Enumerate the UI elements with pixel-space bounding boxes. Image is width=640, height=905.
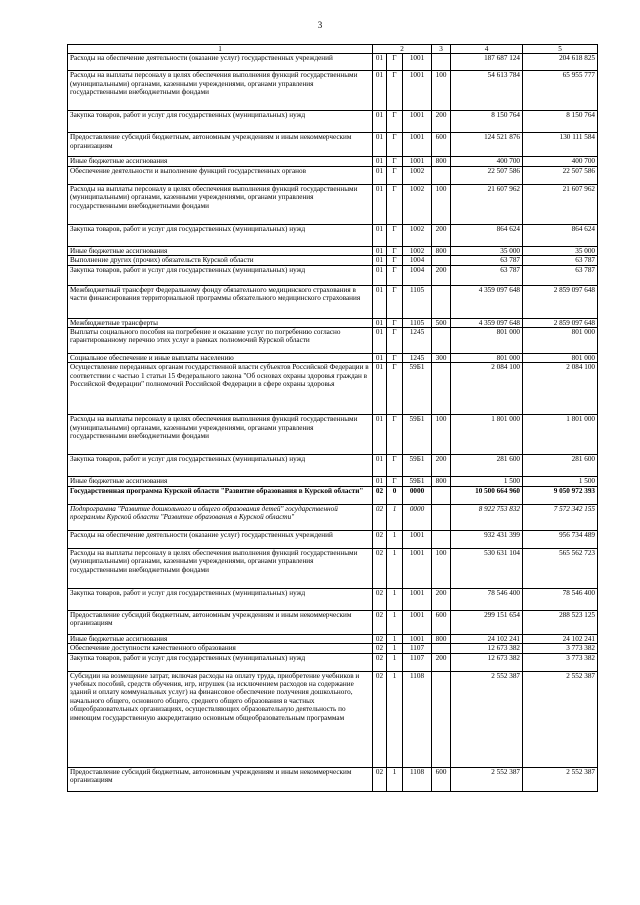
- row-code-expense-type: [432, 530, 451, 548]
- table-row: [68, 363, 598, 415]
- row-name: Расходы на выплаты персоналу в целях обеспечения выполнения функций государственными (муниципальными) органами, казенными учреждениями, органами управления государственными внебюджетными фондами: [68, 415, 373, 455]
- row-code-program: 02: [373, 634, 387, 643]
- row-code-program: 02: [373, 588, 387, 610]
- row-amount-year-1: 21 607 962: [451, 184, 523, 224]
- row-name: Межбюджетные трансферты: [68, 318, 373, 327]
- row-code-direction: 1107: [403, 644, 432, 653]
- row-amount-year-2: 281 600: [523, 455, 598, 477]
- row-code-direction: 1001: [403, 133, 432, 157]
- row-name: Закупка товаров, работ и услуг для государственных (муниципальных) нужд: [68, 653, 373, 671]
- row-code-direction: 1108: [403, 767, 432, 791]
- row-code-expense-type: 600: [432, 610, 451, 634]
- row-amount-year-2: 24 102 241: [523, 634, 598, 643]
- row-name: Выплаты социального пособия на погребение и оказание услуг по погребению согласно гарантированному перечню этих услуг в рамках полномочий Курской области: [68, 328, 373, 354]
- row-code-expense-type: 200: [432, 588, 451, 610]
- table-row: [68, 166, 598, 184]
- row-code-subprogram: 1: [387, 653, 403, 671]
- row-code-subprogram: Г: [387, 415, 403, 455]
- row-amount-year-1: 12 673 382: [451, 653, 523, 671]
- row-name: Расходы на выплаты персоналу в целях обеспечения выполнения функций государственными (муниципальными) органами, казенными учреждениями, органами управления государственными внебюджетными фондами: [68, 71, 373, 111]
- row-code-direction: 1105: [403, 285, 432, 318]
- row-code-subprogram: Г: [387, 111, 403, 133]
- row-amount-year-2: 63 787: [523, 265, 598, 285]
- row-name: Расходы на обеспечение деятельности (оказание услуг) государственных учреждений: [68, 54, 373, 71]
- table-row: [68, 246, 598, 255]
- row-name: Предоставление субсидий бюджетным, автономным учреждениям и иным некоммерческим организациям: [68, 133, 373, 157]
- row-amount-year-1: 63 787: [451, 265, 523, 285]
- table-row: [68, 653, 598, 671]
- row-name: Подпрограмма "Развитие дошкольного и общего образования детей" государственной программы Курской области "Развитие образования в Курской области": [68, 504, 373, 530]
- row-name: Расходы на обеспечение деятельности (оказание услуг) государственных учреждений: [68, 530, 373, 548]
- table-row: [68, 671, 598, 767]
- row-code-expense-type: 100: [432, 548, 451, 588]
- row-name: Закупка товаров, работ и услуг для государственных (муниципальных) нужд: [68, 455, 373, 477]
- table-row: [68, 504, 598, 530]
- table-row: [68, 548, 598, 588]
- row-name: Межбюджетный трансферт Федеральному фонду обязательного медицинского страхования в части финансирования территориальной программы обязательного медицинского страхования: [68, 285, 373, 318]
- row-amount-year-1: 4 359 097 648: [451, 285, 523, 318]
- page-number: 3: [317, 20, 323, 30]
- row-amount-year-2: 130 111 584: [523, 133, 598, 157]
- row-amount-year-2: 2 859 097 648: [523, 285, 598, 318]
- row-code-subprogram: Г: [387, 184, 403, 224]
- header-col-5: 5: [523, 45, 598, 54]
- row-amount-year-2: 400 700: [523, 157, 598, 166]
- table-row: [68, 610, 598, 634]
- row-code-expense-type: [432, 285, 451, 318]
- row-name: Социальное обеспечение и иные выплаты населению: [68, 354, 373, 363]
- row-code-subprogram: Г: [387, 455, 403, 477]
- row-code-subprogram: Г: [387, 328, 403, 354]
- row-amount-year-1: 8 922 753 832: [451, 504, 523, 530]
- row-amount-year-1: 8 150 764: [451, 111, 523, 133]
- row-amount-year-1: 12 673 382: [451, 644, 523, 653]
- row-amount-year-1: 299 151 654: [451, 610, 523, 634]
- table-row: [68, 265, 598, 285]
- row-amount-year-1: 24 102 241: [451, 634, 523, 643]
- row-code-program: 02: [373, 671, 387, 767]
- row-amount-year-2: 7 572 342 155: [523, 504, 598, 530]
- row-code-expense-type: 800: [432, 634, 451, 643]
- row-code-subprogram: Г: [387, 265, 403, 285]
- header-col-3: 3: [432, 45, 451, 54]
- row-amount-year-2: 2 552 387: [523, 767, 598, 791]
- row-name: Закупка товаров, работ и услуг для государственных (муниципальных) нужд: [68, 265, 373, 285]
- row-code-program: 01: [373, 354, 387, 363]
- row-amount-year-2: 801 000: [523, 328, 598, 354]
- row-code-direction: 1001: [403, 157, 432, 166]
- row-amount-year-2: 78 546 400: [523, 588, 598, 610]
- row-code-direction: 1002: [403, 246, 432, 255]
- row-amount-year-1: 864 624: [451, 224, 523, 246]
- row-code-subprogram: Г: [387, 224, 403, 246]
- row-code-program: 02: [373, 530, 387, 548]
- row-code-direction: 1001: [403, 111, 432, 133]
- row-amount-year-2: 2 084 100: [523, 363, 598, 415]
- table-row: [68, 477, 598, 486]
- row-code-subprogram: Г: [387, 285, 403, 318]
- row-amount-year-2: 204 618 825: [523, 54, 598, 71]
- row-code-expense-type: 300: [432, 354, 451, 363]
- row-code-direction: 59Б1: [403, 415, 432, 455]
- row-amount-year-1: 801 000: [451, 328, 523, 354]
- row-code-expense-type: 100: [432, 415, 451, 455]
- row-amount-year-1: 22 507 586: [451, 166, 523, 184]
- row-amount-year-1: 78 546 400: [451, 588, 523, 610]
- row-amount-year-2: 21 607 962: [523, 184, 598, 224]
- row-name: Закупка товаров, работ и услуг для государственных (муниципальных) нужд: [68, 224, 373, 246]
- row-code-program: 01: [373, 363, 387, 415]
- table-row: [68, 285, 598, 318]
- row-amount-year-1: 1 801 000: [451, 415, 523, 455]
- row-amount-year-1: 187 687 124: [451, 54, 523, 71]
- header-col-1: 1: [68, 45, 373, 54]
- table-row: [68, 486, 598, 504]
- row-amount-year-2: 22 507 586: [523, 166, 598, 184]
- row-name: Предоставление субсидий бюджетным, автономным учреждениям и иным некоммерческим организациям: [68, 767, 373, 791]
- row-code-program: 01: [373, 455, 387, 477]
- row-code-expense-type: 800: [432, 477, 451, 486]
- table-row: [68, 184, 598, 224]
- row-code-subprogram: Г: [387, 354, 403, 363]
- row-code-direction: 1108: [403, 671, 432, 767]
- row-code-expense-type: 200: [432, 265, 451, 285]
- row-code-program: 01: [373, 415, 387, 455]
- row-code-expense-type: [432, 363, 451, 415]
- row-code-program: 01: [373, 71, 387, 111]
- row-amount-year-1: 10 500 664 960: [451, 486, 523, 504]
- row-code-direction: 1001: [403, 588, 432, 610]
- row-amount-year-1: 2 552 387: [451, 671, 523, 767]
- row-amount-year-2: 801 000: [523, 354, 598, 363]
- row-amount-year-1: 2 552 387: [451, 767, 523, 791]
- row-code-direction: 0000: [403, 486, 432, 504]
- row-code-expense-type: [432, 486, 451, 504]
- row-code-direction: 1001: [403, 634, 432, 643]
- row-code-subprogram: 1: [387, 588, 403, 610]
- row-code-program: 01: [373, 166, 387, 184]
- row-code-expense-type: [432, 644, 451, 653]
- row-code-program: 01: [373, 256, 387, 265]
- row-code-subprogram: Г: [387, 157, 403, 166]
- row-code-direction: 1002: [403, 224, 432, 246]
- table-row: [68, 588, 598, 610]
- row-code-direction: 1001: [403, 71, 432, 111]
- row-code-program: 02: [373, 653, 387, 671]
- row-code-subprogram: Г: [387, 256, 403, 265]
- row-name: Выполнение других (прочих) обязательств Курской области: [68, 256, 373, 265]
- header-col-2: 2: [373, 45, 432, 54]
- table-row: [68, 644, 598, 653]
- row-name: Расходы на выплаты персоналу в целях обеспечения выполнения функций государственными (муниципальными) органами, казенными учреждениями, органами управления государственными внебюджетными фондами: [68, 548, 373, 588]
- table-row: [68, 530, 598, 548]
- row-amount-year-1: 1 500: [451, 477, 523, 486]
- row-code-direction: 59Б1: [403, 363, 432, 415]
- row-code-expense-type: 200: [432, 111, 451, 133]
- row-code-program: 02: [373, 644, 387, 653]
- row-code-program: 02: [373, 504, 387, 530]
- row-code-program: 01: [373, 477, 387, 486]
- row-code-direction: 0000: [403, 504, 432, 530]
- row-name: Закупка товаров, работ и услуг для государственных (муниципальных) нужд: [68, 588, 373, 610]
- row-amount-year-1: 281 600: [451, 455, 523, 477]
- row-code-expense-type: [432, 256, 451, 265]
- row-code-direction: 1001: [403, 548, 432, 588]
- row-code-direction: 1004: [403, 265, 432, 285]
- row-code-program: 01: [373, 54, 387, 71]
- row-amount-year-2: 65 955 777: [523, 71, 598, 111]
- row-amount-year-1: 4 359 097 648: [451, 318, 523, 327]
- row-amount-year-2: 2 552 387: [523, 671, 598, 767]
- row-code-expense-type: [432, 54, 451, 71]
- row-amount-year-2: 3 773 382: [523, 653, 598, 671]
- table-row: [68, 318, 598, 327]
- row-amount-year-2: 3 773 382: [523, 644, 598, 653]
- row-name: Иные бюджетные ассигнования: [68, 477, 373, 486]
- row-code-direction: 1002: [403, 184, 432, 224]
- row-code-direction: 1107: [403, 653, 432, 671]
- row-code-subprogram: 1: [387, 610, 403, 634]
- table-row: [68, 634, 598, 643]
- row-code-expense-type: 200: [432, 224, 451, 246]
- row-amount-year-1: 124 521 876: [451, 133, 523, 157]
- row-code-expense-type: [432, 671, 451, 767]
- row-code-program: 01: [373, 246, 387, 255]
- row-code-program: 02: [373, 486, 387, 504]
- row-name: Осуществление переданных органам государственной власти субъектов Российской Федерации в соответствии с частью 1 статьи 15 Федерального закона "Об основах охраны здоровья граждан в Российской Федерации" полномочий Российской Федерации в сфере охраны здоровья: [68, 363, 373, 415]
- row-code-subprogram: Г: [387, 246, 403, 255]
- row-code-program: 02: [373, 548, 387, 588]
- row-amount-year-1: 801 000: [451, 354, 523, 363]
- budget-table: [67, 44, 598, 792]
- table-row: [68, 328, 598, 354]
- table-row: [68, 455, 598, 477]
- row-code-program: 01: [373, 224, 387, 246]
- row-code-program: 01: [373, 328, 387, 354]
- row-amount-year-1: 400 700: [451, 157, 523, 166]
- row-code-direction: 1004: [403, 256, 432, 265]
- table-row: [68, 133, 598, 157]
- row-code-direction: 1245: [403, 354, 432, 363]
- row-code-direction: 1105: [403, 318, 432, 327]
- row-code-subprogram: Г: [387, 477, 403, 486]
- row-code-program: 01: [373, 133, 387, 157]
- row-name: Обеспечение деятельности и выполнение функций государственных органов: [68, 166, 373, 184]
- table-row: [68, 224, 598, 246]
- table-row: [68, 54, 598, 71]
- row-name: Государственная программа Курской области "Развитие образования в Курской области": [68, 486, 373, 504]
- row-code-expense-type: 200: [432, 455, 451, 477]
- row-code-subprogram: 0: [387, 486, 403, 504]
- row-name: Обеспечение доступности качественного образования: [68, 644, 373, 653]
- row-code-program: 01: [373, 184, 387, 224]
- header-col-4: 4: [451, 45, 523, 54]
- row-amount-year-1: 63 787: [451, 256, 523, 265]
- row-code-expense-type: 600: [432, 133, 451, 157]
- row-code-direction: 1245: [403, 328, 432, 354]
- row-amount-year-2: 1 801 000: [523, 415, 598, 455]
- row-code-subprogram: Г: [387, 363, 403, 415]
- row-code-expense-type: 600: [432, 767, 451, 791]
- row-name: Иные бюджетные ассигнования: [68, 157, 373, 166]
- table-row: [68, 415, 598, 455]
- row-code-subprogram: Г: [387, 133, 403, 157]
- row-code-subprogram: 1: [387, 504, 403, 530]
- table-row: [68, 767, 598, 791]
- table-row: [68, 157, 598, 166]
- row-name: Закупка товаров, работ и услуг для государственных (муниципальных) нужд: [68, 111, 373, 133]
- row-name: Иные бюджетные ассигнования: [68, 634, 373, 643]
- row-code-program: 02: [373, 610, 387, 634]
- table-row: [68, 71, 598, 111]
- row-code-subprogram: Г: [387, 71, 403, 111]
- row-code-expense-type: 800: [432, 157, 451, 166]
- row-code-direction: 1001: [403, 610, 432, 634]
- row-code-program: 02: [373, 767, 387, 791]
- row-code-direction: 59Б1: [403, 477, 432, 486]
- row-code-expense-type: [432, 166, 451, 184]
- row-amount-year-2: 956 734 489: [523, 530, 598, 548]
- row-name: Расходы на выплаты персоналу в целях обеспечения выполнения функций государственными (муниципальными) органами, казенными учреждениями, органами управления государственными внебюджетными фондами: [68, 184, 373, 224]
- row-amount-year-1: 35 000: [451, 246, 523, 255]
- row-code-expense-type: [432, 328, 451, 354]
- row-code-subprogram: 1: [387, 548, 403, 588]
- row-amount-year-2: 864 624: [523, 224, 598, 246]
- table-row: [68, 256, 598, 265]
- row-code-subprogram: Г: [387, 54, 403, 71]
- row-amount-year-1: 932 431 399: [451, 530, 523, 548]
- row-code-direction: 1001: [403, 530, 432, 548]
- row-amount-year-2: 8 150 764: [523, 111, 598, 133]
- row-amount-year-1: 530 631 104: [451, 548, 523, 588]
- row-code-subprogram: 1: [387, 767, 403, 791]
- row-code-program: 01: [373, 157, 387, 166]
- row-code-subprogram: Г: [387, 318, 403, 327]
- row-code-expense-type: [432, 504, 451, 530]
- row-code-program: 01: [373, 285, 387, 318]
- row-code-program: 01: [373, 265, 387, 285]
- row-code-subprogram: 1: [387, 644, 403, 653]
- row-code-subprogram: Г: [387, 166, 403, 184]
- row-name: Субсидии на возмещение затрат, включая расходы на оплату труда, приобретение учебников и учебных пособий, средств обучения, игр, игрушек (за исключением расходов на содержание зданий и оплату коммунальных услуг) на финансовое обеспечение получения дошкольного, начального общего, основного общего, среднего общего образования в частных общеобразовательных организациях, осуществляющих образовательную деятельность по имеющим государственную аккредитацию основным общеобразовательным программам: [68, 671, 373, 767]
- row-name: Предоставление субсидий бюджетным, автономным учреждениям и иным некоммерческим организациям: [68, 610, 373, 634]
- row-amount-year-1: 54 613 784: [451, 71, 523, 111]
- row-name: Иные бюджетные ассигнования: [68, 246, 373, 255]
- header-row: [68, 45, 598, 54]
- row-code-subprogram: 1: [387, 634, 403, 643]
- row-code-direction: 59Б1: [403, 455, 432, 477]
- row-code-expense-type: 200: [432, 653, 451, 671]
- row-code-subprogram: 1: [387, 671, 403, 767]
- row-code-expense-type: 100: [432, 71, 451, 111]
- row-amount-year-2: 63 787: [523, 256, 598, 265]
- row-amount-year-2: 565 562 723: [523, 548, 598, 588]
- row-code-expense-type: 500: [432, 318, 451, 327]
- row-amount-year-1: 2 084 100: [451, 363, 523, 415]
- row-code-subprogram: 1: [387, 530, 403, 548]
- row-code-program: 01: [373, 318, 387, 327]
- row-code-expense-type: 100: [432, 184, 451, 224]
- row-amount-year-2: 288 523 125: [523, 610, 598, 634]
- table-row: [68, 354, 598, 363]
- row-amount-year-2: 2 859 097 648: [523, 318, 598, 327]
- row-code-direction: 1001: [403, 54, 432, 71]
- row-amount-year-2: 9 050 972 393: [523, 486, 598, 504]
- row-code-expense-type: 800: [432, 246, 451, 255]
- row-amount-year-2: 1 500: [523, 477, 598, 486]
- row-code-direction: 1002: [403, 166, 432, 184]
- table-row: [68, 111, 598, 133]
- row-code-program: 01: [373, 111, 387, 133]
- row-amount-year-2: 35 000: [523, 246, 598, 255]
